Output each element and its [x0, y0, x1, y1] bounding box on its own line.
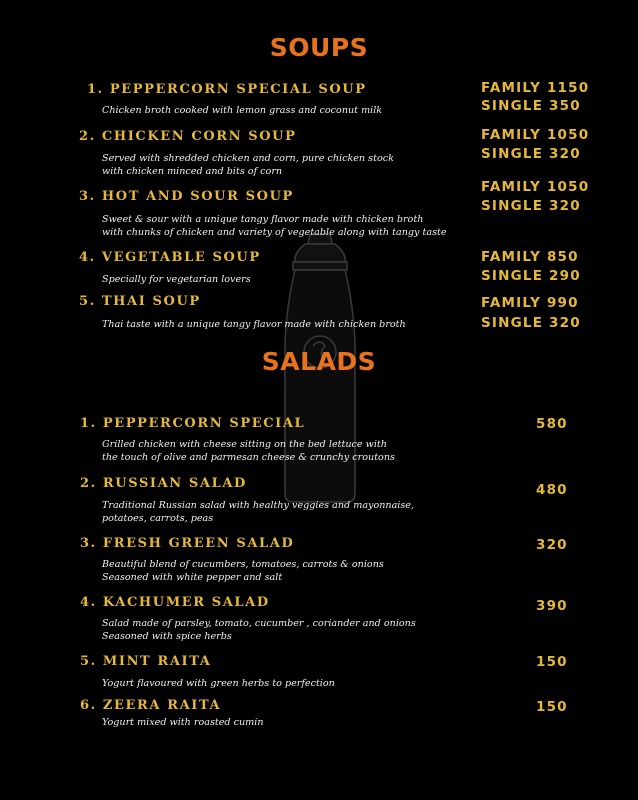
description-line: potatoes, carrots, peas	[102, 513, 214, 524]
description-line: Seasoned with spice herbs	[102, 631, 232, 642]
salad-item-name: 6. ZEERA RAITA	[80, 698, 222, 713]
salads-heading: SALADS	[261, 347, 377, 376]
salad-item-description	[102, 677, 335, 690]
description-line: Traditional Russian salad with healthy veggies and mayonnaise,	[102, 500, 415, 511]
family-price: FAMILY 850	[481, 249, 579, 265]
single-price: SINGLE 320	[481, 198, 581, 214]
description-line: Salad made of parsley, tomato, cucumber , coriander and onions	[102, 618, 416, 629]
family-price: FAMILY 990	[481, 295, 579, 311]
single-price: SINGLE 350	[481, 98, 581, 114]
family-price: FAMILY 1050	[481, 179, 590, 195]
salad-price: 150	[536, 654, 568, 670]
soup-item-name: 4. VEGETABLE SOUP	[79, 250, 261, 265]
description-line: with chicken minced and bits of corn	[102, 166, 283, 177]
description-line: Yogurt flavoured with green herbs to perfection	[102, 678, 335, 689]
family-price: FAMILY 1050	[481, 127, 590, 143]
soup-item-description	[102, 152, 394, 178]
salad-item-name: 5. MINT RAITA	[80, 654, 212, 669]
salad-price: 480	[536, 482, 568, 498]
salad-item-description	[102, 558, 384, 584]
family-price: FAMILY 1150	[481, 80, 590, 96]
single-price: SINGLE 320	[481, 146, 581, 162]
soup-item-description	[102, 213, 447, 239]
single-price: SINGLE 290	[481, 268, 581, 284]
description-line: Seasoned with white pepper and salt	[102, 572, 283, 583]
soup-item-name: 5. THAI SOUP	[79, 294, 201, 309]
salad-price: 390	[536, 598, 568, 614]
description-line: Thai taste with a unique tangy flavor made with chicken broth	[102, 319, 406, 330]
description-line: Specially for vegetarian lovers	[102, 274, 251, 285]
salad-price: 320	[536, 537, 568, 553]
description-line: Beautiful blend of cucumbers, tomatoes, carrots & onions	[102, 559, 384, 570]
salad-item-name: 4. KACHUMER SALAD	[80, 595, 270, 610]
salad-item-description	[102, 499, 414, 525]
soup-item-name: 1. PEPPERCORN SPECIAL SOUP	[87, 82, 367, 97]
salad-price: 580	[536, 416, 568, 432]
salad-item-description	[102, 716, 264, 729]
description-line: Yogurt mixed with roasted cumin	[102, 717, 264, 728]
description-line: with chunks of chicken and variety of vegetable along with tangy taste	[102, 227, 447, 238]
soup-item-name: 2. CHICKEN CORN SOUP	[79, 129, 297, 144]
description-line: Sweet & sour with a unique tangy flavor made with chicken broth	[102, 214, 424, 225]
soup-item-description	[102, 318, 406, 331]
soups-heading: SOUPS	[269, 33, 369, 62]
description-line: Grilled chicken with cheese sitting on the bed lettuce with	[102, 439, 387, 450]
soup-item-description	[102, 104, 382, 117]
description-line: Served with shredded chicken and corn, pure chicken stock	[102, 153, 394, 164]
salad-price: 150	[536, 699, 568, 715]
soup-item-name: 3. HOT AND SOUR SOUP	[79, 189, 294, 204]
salad-item-name: 3. FRESH GREEN SALAD	[80, 536, 295, 551]
description-line: the touch of olive and parmesan cheese & crunchy croutons	[102, 452, 395, 463]
description-line: Chicken broth cooked with lemon grass and coconut milk	[102, 105, 383, 116]
salad-item-name: 1. PEPPERCORN SPECIAL	[80, 416, 306, 431]
salad-item-name: 2. RUSSIAN SALAD	[80, 476, 247, 491]
single-price: SINGLE 320	[481, 315, 581, 331]
soup-item-description	[102, 273, 251, 286]
salad-item-description	[102, 438, 395, 464]
salad-item-description	[102, 617, 416, 643]
